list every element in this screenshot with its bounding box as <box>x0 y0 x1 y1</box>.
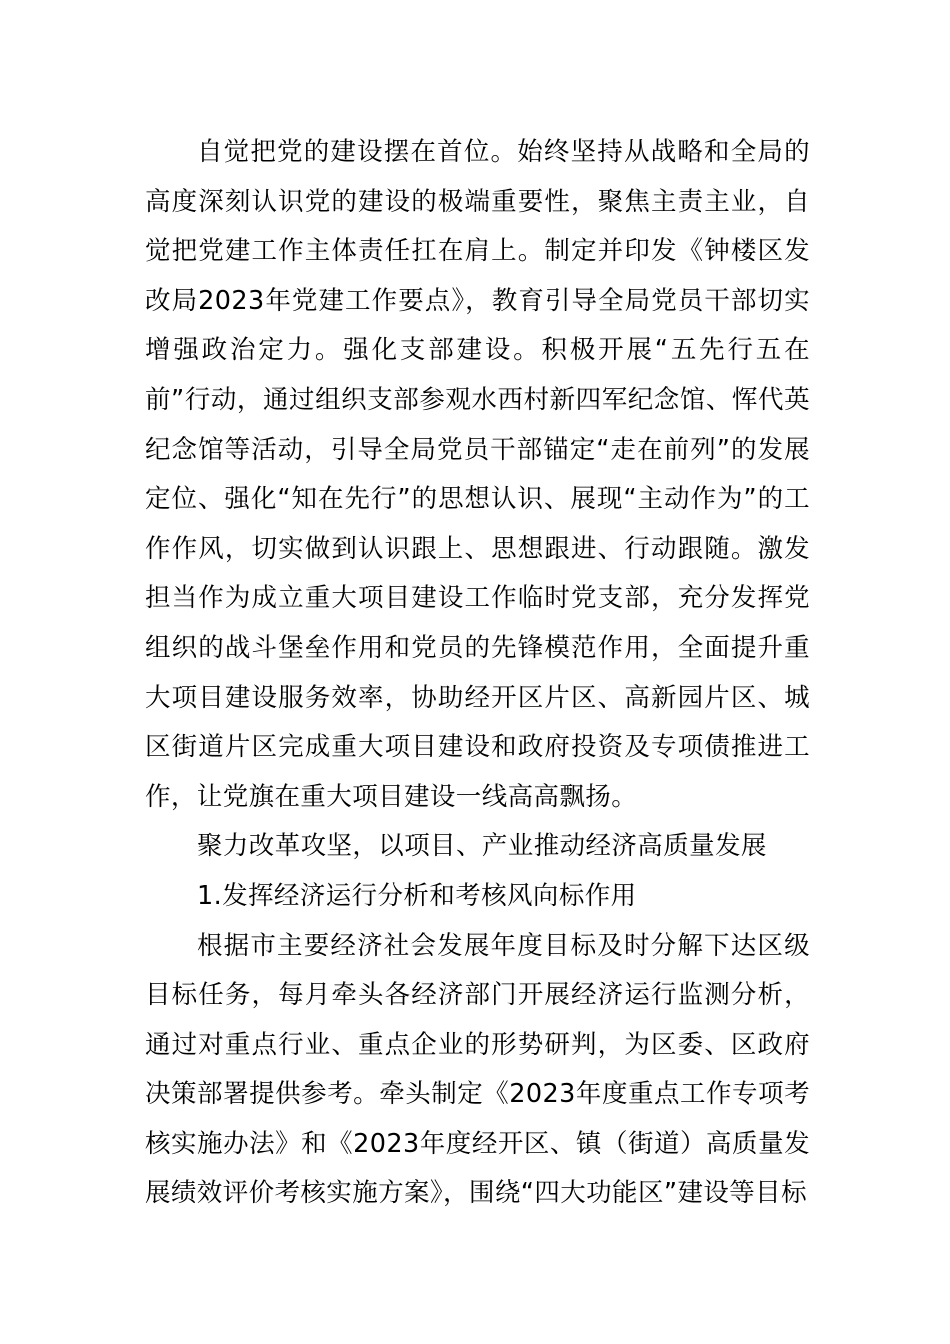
subsection-heading-economic-analysis: 1.发挥经济运行分析和考核风向标作用 <box>197 880 637 911</box>
paragraph-economic-targets: 根据市主要经济社会发展年度目标及时分解下达区级目标任务，每月牵头各经济部门开展经济运行监测分析，通过对重点行业、重点企业的形势研判，为区委、区政府决策部署提供参考。牵头制定《2023年度重点工作专项考核实施办法》和《2023年度经开区、镇（街道）高质量发展绩效评价考核实施方案》，围绕“四大功能区”建设等目标 <box>145 930 810 1209</box>
document-body <box>145 128 810 1219</box>
section-heading-reform: 聚力改革攻坚，以项目、产业推动经济高质量发展 <box>197 831 767 862</box>
paragraph-party-building: 自觉把党的建设摆在首位。始终坚持从战略和全局的高度深刻认识党的建设的极端重要性，聚焦主责主业，自觉把党建工作主体责任扛在肩上。制定并印发《钟楼区发改局2023年党建工作要点》，教育引导全局党员干部切实增强政治定力。强化支部建设。积极开展“五先行五在前”行动，通过组织支部参观水西村新四军纪念馆、恽代英纪念馆等活动，引导全局党员干部锚定“走在前列”的发展定位、强化“知在先行”的思想认识、展现“主动作为”的工作作风，切实做到认识跟上、思想跟进、行动跟随。激发担当作为成立重大项目建设工作临时党支部，充分发挥党组织的战斗堡垒作用和党员的先锋模范作用，全面提升重大项目建设服务效率，协助经开区片区、高新园片区、城区街道片区完成重大项目建设和政府投资及专项债推进工作，让党旗在重大项目建设一线高高飘扬。 <box>145 137 810 812</box>
